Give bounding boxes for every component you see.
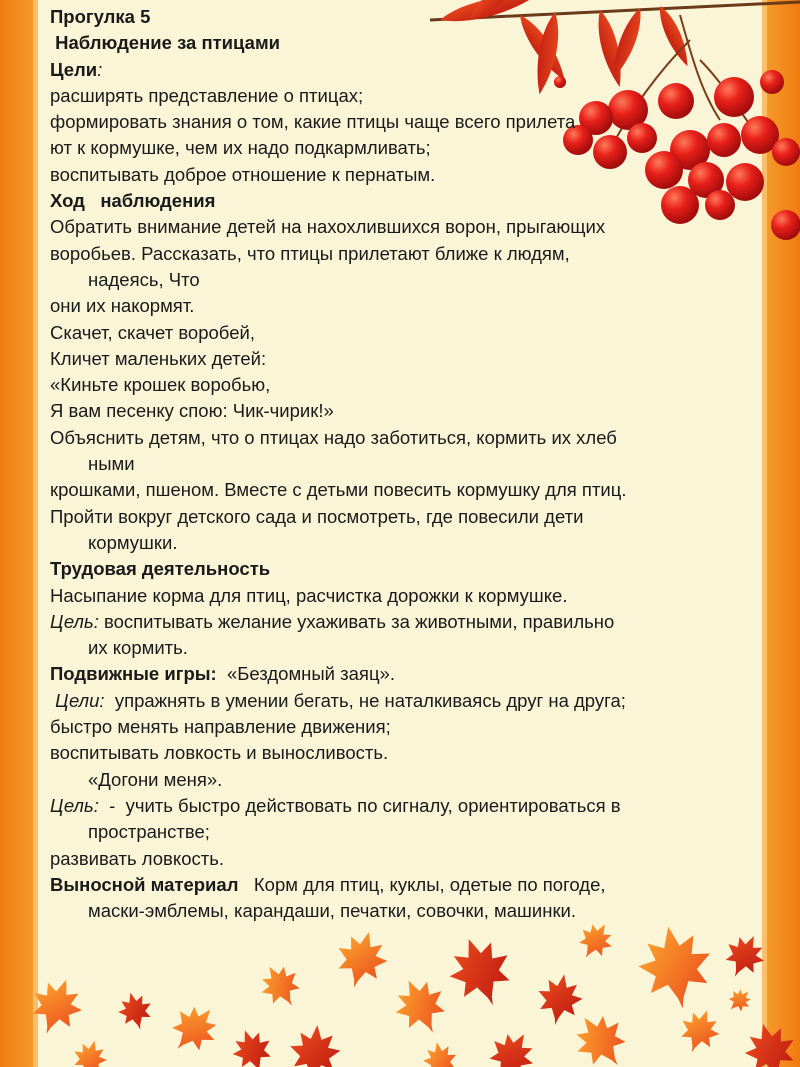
text-line: кормушки. <box>88 531 178 553</box>
subtitle-text: Наблюдение за птицами <box>55 32 281 54</box>
games-heading: Подвижные игры: <box>50 663 217 685</box>
poem-line: Я вам песенку спою: Чик-чирик!» <box>50 400 334 422</box>
text-line: Обратить внимание детей на нахохлившихся ворон, прыгающих <box>50 216 606 238</box>
text-line: надеясь, Что <box>88 268 200 290</box>
goal-text: - учить быстро действовать по сигналу, ориентироваться в <box>98 794 621 816</box>
autumn-leaves-icon <box>23 916 800 1067</box>
labor-goal-line <box>50 609 750 635</box>
text-line: формировать знания о том, какие птицы чаще всего прилета <box>50 111 576 133</box>
text-line: воспитывать ловкость и выносливость. <box>50 742 389 764</box>
text-line: Объяснить детям, что о птицах надо заботиться, кормить их хлеб <box>50 426 617 448</box>
text-line: ными <box>88 453 135 475</box>
text-line: пространстве; <box>88 821 210 843</box>
goals-heading-label: Цели <box>50 58 98 80</box>
materials-text: Корм для птиц, куклы, одетые по погоде, <box>238 873 606 895</box>
game-name: «Бездомный заяц». <box>216 663 395 685</box>
text-line: воробьев. Рассказать, что птицы прилетают ближе к людям, <box>50 242 570 264</box>
text-line: воспитывать доброе отношение к пернатым. <box>50 163 436 185</box>
goals-colon: : <box>97 58 103 80</box>
goals-heading <box>50 57 750 83</box>
materials-heading: Выносной материал <box>50 873 239 895</box>
poem-line: Кличет маленьких детей: <box>50 347 267 369</box>
second-game-name: «Догони меня». <box>88 768 223 790</box>
walk-plan-text <box>50 4 750 924</box>
second-game-goal-line <box>50 793 750 819</box>
walk-subtitle <box>50 30 750 56</box>
observation-heading: Ход наблюдения <box>50 190 216 212</box>
games-goals-line <box>50 688 750 714</box>
text-line: ют к кормушке, чем их надо подкармливать; <box>50 137 431 159</box>
games-line <box>50 661 750 687</box>
materials-line <box>50 872 750 898</box>
labor-heading: Трудовая деятельность <box>50 558 271 580</box>
goal-label: Цель: <box>50 610 99 632</box>
text-line: Насыпание корма для птиц, расчистка дорожки к кормушке. <box>50 584 568 606</box>
text-line: они их накормят. <box>50 295 195 317</box>
goals-label: Цели: <box>55 689 105 711</box>
text-line: быстро менять направление движения; <box>50 716 391 738</box>
text-line: развивать ловкость. <box>50 847 224 869</box>
poem-line: «Киньте крошек воробью, <box>50 374 271 396</box>
text-line: расширять представление о птицах; <box>50 84 364 106</box>
text-line: маски-эмблемы, карандаши, печатки, совочки, машинки. <box>88 900 577 922</box>
text-line: крошками, пшеном. Вместе с детьми повесить кормушку для птиц. <box>50 479 627 501</box>
goal-label: Цель: <box>50 794 99 816</box>
goal-text: воспитывать желание ухаживать за животными, правильно <box>98 610 615 632</box>
goals-text: упражнять в умении бегать, не наталкиваясь друг на друга; <box>104 689 626 711</box>
text-line: Пройти вокруг детского сада и посмотреть, где повесили дети <box>50 505 584 527</box>
poem-line: Скачет, скачет воробей, <box>50 321 255 343</box>
walk-title: Прогулка 5 <box>50 6 151 27</box>
text-line: их кормить. <box>88 637 188 659</box>
